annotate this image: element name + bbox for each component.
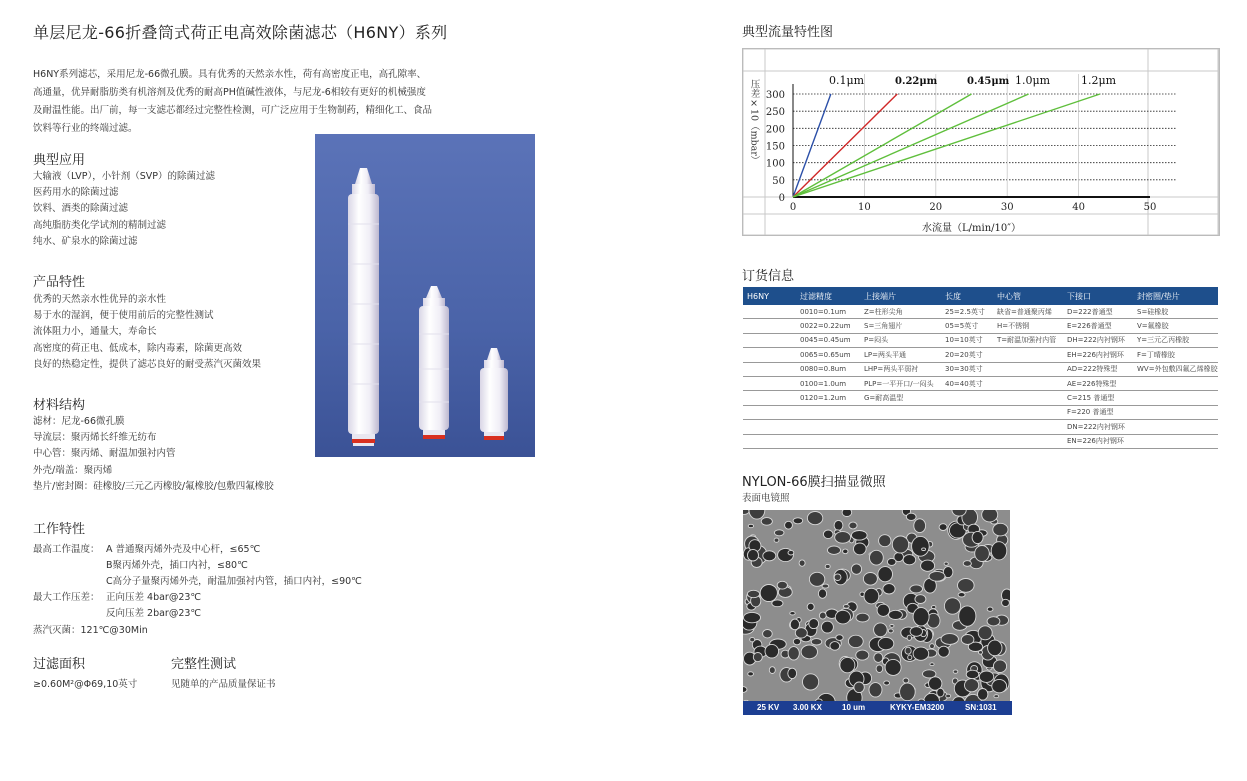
table-row [743,348,1218,362]
sem-pore [777,581,787,589]
chart-heading: 典型流量特性图 [742,25,834,40]
sem-pore [788,550,794,555]
table-cell: EH=226内衬钢环 [1063,348,1133,362]
y-tick-label: 0 [778,193,785,204]
sem-pore [890,625,894,628]
sem-pore [910,627,922,637]
sem-pore [809,619,819,629]
sem-pore [959,606,976,626]
sem-pore [785,521,793,529]
sem-info-bar [743,701,1012,715]
materials-heading: 材料结构 [33,398,86,413]
series-label: 0.22μm [895,76,938,87]
sem-model: KYKY-EM3200 [890,703,945,712]
x-tick-label: 50 [1143,202,1157,213]
list-item: 滤材：尼龙-66微孔膜 [33,416,125,427]
table-cell: WV=外包敷四氟乙烯橡胶 [1133,362,1218,376]
table-header-cell: H6NY [743,287,796,305]
applications-heading: 典型应用 [33,153,86,168]
sem-pore [966,670,979,678]
filter-area-value: ≥0.60M²@Φ69,10英寸 [33,679,138,690]
table-cell: 0120=1.2um [796,391,860,405]
sem-pore [834,574,841,581]
table-cell: Z=柱形尖角 [860,305,941,319]
table-cell [941,420,993,434]
sem-pore [774,538,779,542]
sem-pore [748,672,754,676]
y-tick-label: 150 [765,141,785,153]
features-list [33,292,261,373]
table-cell: 0010=0.1um [796,305,860,319]
table-cell: 0080=0.8um [796,362,860,376]
sem-pore [978,689,988,701]
list-item: 垫片/密封圈：硅橡胶/三元乙丙橡胶/氟橡胶/包敷四氟橡胶 [33,480,274,492]
filter-area-heading: 过滤面积 [33,657,86,672]
table-header-cell: 长度 [941,287,993,305]
table-cell [743,319,796,333]
sem-pore [887,558,896,565]
sem-pore [994,695,999,698]
table-cell: F=丁晴橡胶 [1133,348,1218,362]
sem-pore [958,593,965,597]
table-cell [993,376,1063,390]
sem-pore [849,522,857,529]
table-cell [860,434,941,448]
sem-pore [978,626,992,640]
max-pressure-label: 最大工作压差： [33,592,100,603]
x-tick-label: 30 [1000,202,1014,213]
sem-pore [763,630,773,638]
table-row [743,391,1218,405]
table-cell [1133,434,1218,448]
table-cell: D=222普通型 [1063,305,1133,319]
sem-pore [835,532,851,544]
table-cell: Y=三元乙丙橡胶 [1133,333,1218,347]
table-row [743,376,1218,390]
sem-pore [938,646,949,657]
sem-pore [769,667,775,674]
sem-pore [913,647,929,660]
list-item: 高纯脂肪类化学试剂的精制过滤 [33,219,167,231]
sem-pore [915,595,926,604]
sem-pore [793,638,800,644]
pressure-reverse: 反向压差 2bar@23℃ [106,608,202,619]
intro-line: H6NY系列滤芯，采用尼龙-66微孔膜。具有优秀的天然亲水性，荷有高密度正电，高孔隙率、 [33,69,427,80]
sem-pore [987,607,993,611]
table-cell: DN=222内衬钢环 [1063,420,1133,434]
x-tick-label: 0 [789,202,797,213]
sem-pore [885,659,901,675]
sem-pore [979,651,983,655]
table-cell [796,405,860,419]
table-cell [993,420,1063,434]
x-tick-label: 20 [929,202,943,213]
applications-list [33,169,215,250]
table-cell: 0045=0.45um [796,333,860,347]
page-title: 单层尼龙-66折叠筒式荷正电高效除菌滤芯（H6NY）系列 [33,23,448,42]
flow-chart-svg [743,49,1219,235]
sem-pore [819,612,826,619]
table-cell: 0022=0.22um [796,319,860,333]
sem-pore [939,524,947,531]
table-header-cell: 中心管 [993,287,1063,305]
sem-pore [905,647,911,654]
series-label: 0.1μm [829,74,865,87]
table-cell [743,434,796,448]
sem-pore [801,645,817,659]
sem-voltage: 25 KV [757,703,780,712]
table-header-cell: 封密圈/垫片 [1133,287,1218,305]
table-cell: 25=2.5英寸 [941,305,993,319]
integrity-heading: 完整性测试 [171,657,237,672]
table-cell: T=耐温加强衬内管 [993,333,1063,347]
list-item: 纯水、矿泉水的除菌过滤 [33,235,138,247]
sem-subheading: 表面电镜照 [742,493,790,504]
table-row [743,305,1218,319]
sem-pore [763,551,776,561]
sem-pore [807,603,814,610]
sem-pore [906,513,916,520]
sem-pore [863,573,877,586]
sem-pore [793,518,803,524]
y-tick-label: 250 [765,107,785,119]
intro-line: 饮料等行业的终端过滤。 [33,123,138,134]
sem-pore [842,510,852,517]
sem-pore [852,531,868,541]
intro-paragraph [33,66,473,138]
sem-pore [958,579,975,593]
series-line [793,94,1029,197]
table-cell [796,434,860,448]
table-cell [743,391,796,405]
working-heading: 工作特性 [33,522,86,537]
sem-pore [748,549,759,561]
product-photo [315,134,535,457]
sem-pore [889,610,903,619]
list-item: 导流层：聚丙烯长纤维无纺布 [33,432,157,444]
sem-pore [937,688,944,697]
filter-cartridges-illustration [315,134,535,457]
sem-pore [856,650,869,660]
list-item: 医药用水的除菌过滤 [33,187,119,199]
sem-pore [874,653,883,663]
list-item: 饮料、酒类的除菌过滤 [33,203,129,215]
table-cell [743,420,796,434]
sem-texture [743,510,1010,715]
table-cell [993,434,1063,448]
sem-pore [790,612,795,615]
flow-chart [742,48,1220,236]
list-item: 流体阻力小，通量大，寿命长 [33,326,157,338]
sem-pore [944,562,948,565]
order-table-wrap [743,287,1218,449]
sem-pore [854,682,864,693]
table-cell: LHP=两头平弱衬 [860,362,941,376]
sem-pore [972,531,983,543]
sem-pore [979,671,993,682]
sem-pore [910,585,923,593]
sem-pore [848,635,863,647]
list-item: 大输液（LVP），小针剂（SVP）的除菌过滤 [33,171,215,182]
sem-pore [878,567,893,582]
series-label: 1.2μm [1081,74,1117,87]
sem-pore [822,584,829,588]
list-item: 外壳/端盖：聚丙烯 [33,464,113,476]
sem-pore [750,637,755,641]
sem-pore [790,619,799,630]
sem-magnification: 3.00 KX [793,703,822,712]
table-cell: LP=两头平通 [860,348,941,362]
table-row [743,405,1218,419]
table-cell: G=耐高温型 [860,391,941,405]
table-row [743,420,1218,434]
sem-pore [840,657,855,672]
x-tick-label: 40 [1072,202,1085,213]
table-header-cell: 上接端片 [860,287,941,305]
table-cell [1133,376,1218,390]
table-cell [941,391,993,405]
table-header-cell: 下接口 [1063,287,1133,305]
series-label: 1.0μm [1015,74,1051,87]
table-cell [860,405,941,419]
sem-pore [930,644,935,649]
intro-line: 高通量，优异耐脂肪类有机溶剂及优秀的耐高PH值碱性液体，与尼龙-6相较有更好的机械强度 [33,87,426,98]
sem-pore [993,660,1006,673]
sem-pore [753,653,762,662]
table-cell [1133,420,1218,434]
sem-pore [944,598,960,614]
table-cell: S=硅橡胶 [1133,305,1218,319]
table-cell [993,362,1063,376]
sem-pore [941,634,958,645]
sem-pore [930,663,934,666]
sem-pore [912,536,930,556]
y-tick-label: 200 [765,124,785,136]
table-cell: 05=5英寸 [941,319,993,333]
intro-line: 及耐温性能。出厂前，每一支滤芯都经过完整性检测，可广泛应用于生物制药，精细化工、食品 [33,105,433,116]
y-tick-label: 50 [772,175,785,187]
table-cell [743,362,796,376]
table-cell [743,333,796,347]
sem-pore [788,668,797,678]
order-table [743,287,1218,449]
table-cell [1133,405,1218,419]
sem-pore [772,600,783,607]
max-temp-c: C高分子量聚丙烯外壳，耐温加强衬内管，插口内衬，≤90℃ [106,576,362,587]
sem-pore [760,585,777,602]
max-temp-b: B聚丙烯外壳，插口内衬，≤80℃ [106,560,248,571]
y-tick-label: 300 [765,90,785,101]
sem-pore [825,564,830,568]
table-cell: 20=20英寸 [941,348,993,362]
table-cell: F=220 普通型 [1063,405,1133,419]
y-axis-label: 压差×10（mbar） [748,79,760,166]
table-cell [993,348,1063,362]
table-cell: V=氟橡胶 [1133,319,1218,333]
table-cell: EN=226内衬钢环 [1063,434,1133,448]
max-temp-label: 最高工作温度： [33,544,100,555]
sem-pore [987,617,1000,626]
table-cell: 缺省=普通聚丙烯 [993,305,1063,319]
table-cell: 0065=0.65um [796,348,860,362]
table-row [743,434,1218,448]
sem-pore [830,642,840,651]
sem-pore [823,530,833,539]
table-cell: S=三角翅片 [860,319,941,333]
table-cell: 30=30英寸 [941,362,993,376]
sem-pore [929,571,945,581]
table-cell [941,434,993,448]
table-cell [1133,391,1218,405]
sem-pore [821,621,833,633]
table-header-cell: 过滤精度 [796,287,860,305]
x-tick-label: 10 [858,202,871,213]
sem-pore [870,550,884,565]
sem-pore [879,535,891,547]
sem-pore [799,560,805,566]
sem-pore [843,549,848,554]
table-cell [743,348,796,362]
sem-pore [774,530,784,536]
steam-sterilization: 蒸汽灭菌：121℃@30Min [33,625,148,636]
sem-pore [877,604,889,616]
sem-pore [876,665,883,673]
sem-pore [811,639,822,645]
sem-pore [992,679,1007,692]
sem-pore [803,674,819,690]
table-cell: P=闷头 [860,333,941,347]
sem-pore [913,608,929,626]
sem-pore [892,536,908,553]
sem-pore [963,561,971,567]
max-temp-a: A 普通聚丙烯外壳及中心杆，≤65℃ [106,544,261,555]
sem-pore [744,612,761,622]
sem-pore [888,629,893,633]
sem-pore [884,681,890,685]
sem-pore [900,683,916,701]
table-cell [993,405,1063,419]
sem-pore [869,683,882,697]
sem-pore [923,670,936,678]
order-heading: 订货信息 [742,269,795,284]
sem-pore [921,560,935,571]
sem-pore [946,694,951,698]
sem-pore [835,610,850,624]
sem-pore [761,518,772,526]
table-row [743,319,1218,333]
sem-pore [993,523,1008,536]
table-row [743,333,1218,347]
series-label: 0.45μm [967,76,1010,87]
list-item: 易于水的湿润，便于使用前后的完整性测试 [33,310,214,322]
sem-pore [856,613,869,622]
sem-pore [809,572,824,586]
y-tick-label: 100 [765,158,785,170]
list-item: 高密度的荷正电、低成本，除内毒素，除菌更高效 [33,342,243,354]
sem-pore [903,555,916,565]
table-cell: 10=10英寸 [941,333,993,347]
x-axis-label: 水流量（L/min/10″） [922,223,1021,234]
sem-pore [843,605,849,609]
sem-pore [854,543,867,555]
list-item: 优秀的天然亲水性优异的亲水性 [33,294,167,305]
table-cell: PLP=一平开口/一闷头 [860,376,941,390]
table-cell [743,305,796,319]
sem-pore [982,510,998,522]
features-heading: 产品特性 [33,275,86,290]
sem-pore [903,678,909,683]
integrity-value: 见随单的产品质量保证书 [171,679,276,690]
table-cell: AD=222特殊型 [1063,362,1133,376]
sem-pore [743,687,747,693]
sem-pore [914,519,926,533]
sem-pore [851,564,861,574]
sem-pore [828,546,841,554]
table-cell [941,405,993,419]
sem-pore [788,647,799,660]
sem-pore [975,546,990,562]
table-cell: 40=40英寸 [941,376,993,390]
table-cell: E=226普通型 [1063,319,1133,333]
sem-pore [988,640,1002,656]
sem-pore [874,623,888,637]
sem-scale: 10 um [842,703,866,712]
list-item: 良好的热稳定性，提供了滤芯良好的耐受蒸汽灭菌效果 [33,358,262,370]
sem-pore [907,635,911,640]
sem-pore [878,637,894,649]
sem-pore [908,655,912,660]
table-cell [860,420,941,434]
table-cell: C=215 普通型 [1063,391,1133,405]
table-cell: 0100=1.0um [796,376,860,390]
sem-pore [991,542,1007,560]
sem-pore [1002,599,1010,606]
materials-list [33,414,274,495]
table-cell [796,420,860,434]
series-line [793,94,831,197]
sem-pore [818,589,826,598]
table-cell: AE=226特殊型 [1063,376,1133,390]
sem-pore [765,644,779,658]
sem-pore [834,520,843,530]
table-cell: DH=222内衬钢环 [1063,333,1133,347]
table-cell [993,391,1063,405]
table-cell: H=不锈钢 [993,319,1063,333]
sem-pore [807,512,822,525]
sem-pore [883,584,895,594]
sem-pore [953,670,958,673]
sem-pore [932,606,936,609]
table-cell [743,376,796,390]
sem-serial: SN:1031 [965,703,997,712]
sem-pore [864,588,879,604]
sem-pore [922,548,926,551]
table-cell [743,405,796,419]
sem-pore [961,635,974,645]
sem-heading: NYLON-66膜扫描显微照 [742,475,886,490]
sem-micrograph [743,510,1010,715]
table-row [743,362,1218,376]
pressure-forward: 正向压差 4bar@23℃ [106,592,202,603]
sem-pore [748,524,753,527]
sem-pore [747,590,759,597]
table-header-row [743,287,1218,305]
list-item: 中心管：聚丙烯、耐温加强衬内管 [33,448,176,460]
sem-pore [836,635,843,641]
